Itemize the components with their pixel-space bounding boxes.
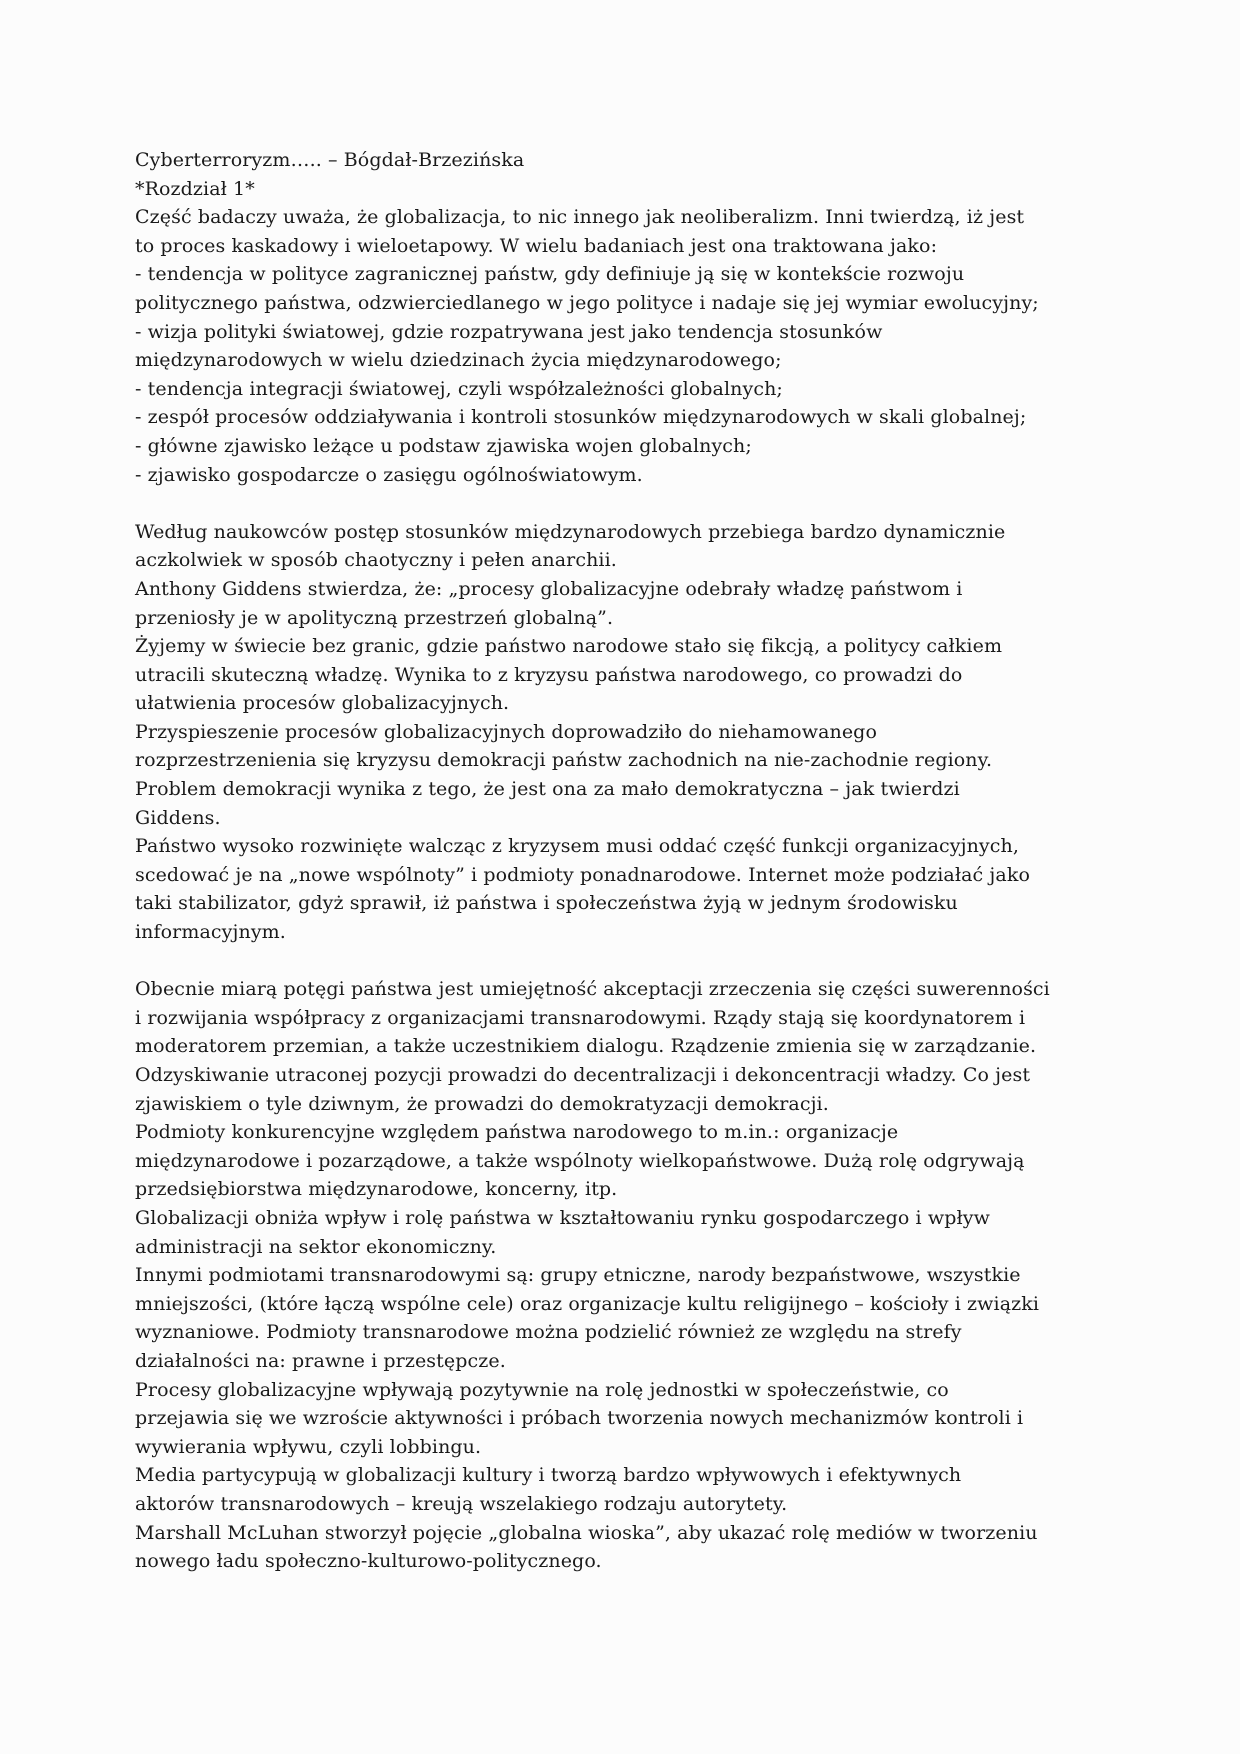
paragraph <box>135 975 1110 1575</box>
text-line: Procesy globalizacyjne wpływają pozytywnie na rolę jednostki w społeczeństwie, co <box>135 1378 949 1401</box>
text-line: Żyjemy w świecie bez granic, gdzie państwo narodowe stało się fikcją, a politycy całkiem <box>135 635 1003 658</box>
chapter-heading: *Rozdział 1* <box>135 177 255 200</box>
text-line: Media partycypują w globalizacji kultury i tworzą bardzo wpływowych i efektywnych <box>135 1464 962 1487</box>
text-line: to proces kaskadowy i wieloetapowy. W wielu badaniach jest ona traktowana jako: <box>135 234 938 257</box>
text-line: wyznaniowe. Podmioty transnarodowe można podzielić również ze względu na strefy <box>135 1321 962 1344</box>
text-line: utracili skuteczną władzę. Wynika to z kryzysu państwa narodowego, co prowadzi do <box>135 663 963 686</box>
paragraph <box>135 203 1110 489</box>
text-line: administracji na sektor ekonomiczny. <box>135 1235 497 1258</box>
text-line: - zespół procesów oddziaływania i kontroli stosunków międzynarodowych w skali globalnej; <box>135 406 1027 429</box>
text-line: Podmioty konkurencyjne względem państwa narodowego to m.in.: organizacje <box>135 1121 899 1144</box>
paragraph <box>135 518 1110 947</box>
text-line: mniejszości, (które łączą wspólne cele) oraz organizacje kultu religijnego – kościoły i związki <box>135 1292 1040 1315</box>
text-line: politycznego państwa, odzwierciedlanego w jego polityce i nadaje się jej wymiar ewolucyjny; <box>135 291 1039 314</box>
text-line: Globalizacji obniża wpływ i rolę państwa w kształtowaniu rynku gospodarczego i wpływ <box>135 1206 990 1229</box>
text-line: aczkolwiek w sposób chaotyczny i pełen anarchii. <box>135 549 617 572</box>
document-body <box>135 203 1110 1576</box>
text-line: wywierania wpływu, czyli lobbingu. <box>135 1435 482 1458</box>
text-line: - tendencja integracji światowej, czyli współzależności globalnych; <box>135 377 783 400</box>
text-line: Przyspieszenie procesów globalizacyjnych doprowadziło do niehamowanego <box>135 720 877 743</box>
text-line: - tendencja w polityce zagranicznej państw, gdy definiuje ją się w kontekście rozwoju <box>135 263 965 286</box>
text-line: działalności na: prawne i przestępcze. <box>135 1349 506 1372</box>
text-line: informacyjnym. <box>135 921 286 944</box>
text-line: - wizja polityki światowej, gdzie rozpatrywana jest jako tendencja stosunków <box>135 320 883 343</box>
text-line: Marshall McLuhan stworzył pojęcie „globalna wioska”, aby ukazać rolę mediów w tworzeniu <box>135 1521 1038 1544</box>
text-line: Państwo wysoko rozwinięte walcząc z kryzysem musi oddać część funkcji organizacyjnych, <box>135 835 1019 858</box>
document-title: Cyberterroryzm….. – Bógdał-Brzezińska <box>135 149 525 171</box>
text-line: Według naukowców postęp stosunków międzynarodowych przebiega bardzo dynamicznie <box>135 520 1006 543</box>
text-line: - główne zjawisko leżące u podstaw zjawiska wojen globalnych; <box>135 434 752 457</box>
text-line: przedsiębiorstwa międzynarodowe, koncerny, itp. <box>135 1178 618 1201</box>
text-line: scedować je na „nowe wspólnoty” i podmioty ponadnarodowe. Internet może podziałać jako <box>135 863 1030 886</box>
text-line: zjawiskiem o tyle dziwnym, że prowadzi do demokratyzacji demokracji. <box>135 1092 829 1115</box>
text-line: i rozwijania współpracy z organizacjami transnarodowymi. Rządy stają się koordynatorem i <box>135 1006 1026 1029</box>
text-line: międzynarodowe i pozarządowe, a także wspólnoty wielkopaństwowe. Dużą rolę odgrywają <box>135 1149 1025 1172</box>
text-line: Innymi podmiotami transnarodowymi są: grupy etniczne, narody bezpaństwowe, wszystkie <box>135 1264 1021 1287</box>
text-line: nowego ładu społeczno-kulturowo-politycznego. <box>135 1550 602 1573</box>
text-line: ułatwienia procesów globalizacyjnych. <box>135 692 510 715</box>
text-line: aktorów transnarodowych – kreują wszelakiego rodzaju autorytety. <box>135 1492 788 1515</box>
text-line: przejawia się we wzroście aktywności i próbach tworzenia nowych mechanizmów kontroli i <box>135 1407 1024 1430</box>
text-line: - zjawisko gospodarcze o zasięgu ogólnoświatowym. <box>135 463 643 486</box>
text-line: moderatorem przemian, a także uczestnikiem dialogu. Rządzenie zmienia się w zarządzanie. <box>135 1035 1037 1058</box>
text-line: międzynarodowych w wielu dziedzinach życia międzynarodowego; <box>135 349 782 372</box>
text-line: Część badaczy uważa, że globalizacja, to nic innego jak neoliberalizm. Inni twierdzą, iż jest <box>135 206 1025 229</box>
text-line: Obecnie miarą potęgi państwa jest umiejętność akceptacji zrzeczenia się części suwerenności <box>135 978 1050 1001</box>
text-line: rozprzestrzenienia się kryzysu demokracji państw zachodnich na nie-zachodnie regiony. <box>135 749 993 772</box>
text-line: Giddens. <box>135 806 221 829</box>
text-line: taki stabilizator, gdyż sprawił, iż państwa i społeczeństwa żyją w jednym środowisku <box>135 892 958 915</box>
text-line: przeniosły je w apolityczną przestrzeń globalną”. <box>135 606 614 629</box>
text-line: Anthony Giddens stwierdza, że: „procesy globalizacyjne odebrały władzę państwom i <box>135 577 963 600</box>
text-line: Odzyskiwanie utraconej pozycji prowadzi do decentralizacji i dekoncentracji władzy. Co jest <box>135 1064 1031 1086</box>
text-line: Problem demokracji wynika z tego, że jest ona za mało demokratyczna – jak twierdzi <box>135 778 960 801</box>
